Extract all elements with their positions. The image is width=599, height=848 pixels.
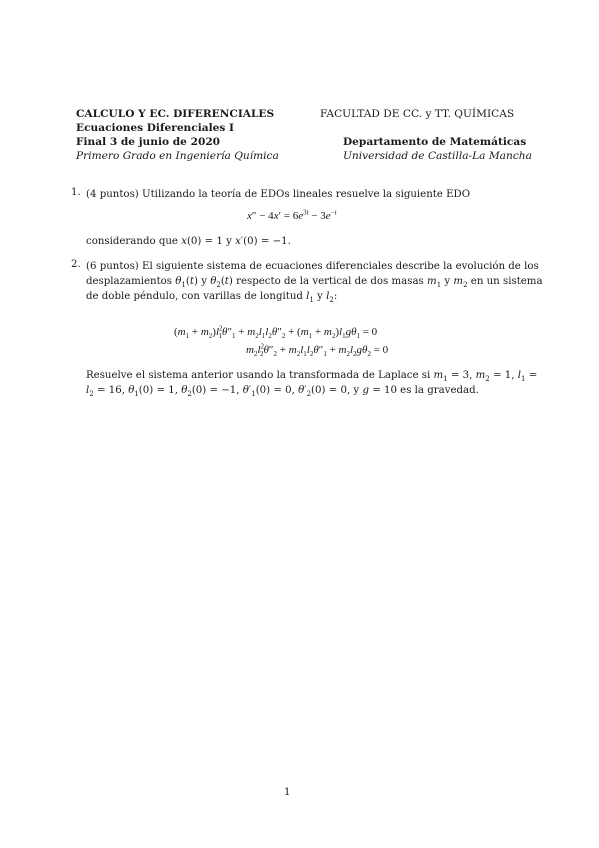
problem-1-number: 1. xyxy=(71,187,81,198)
university-name: Universidad de Castilla-La Mancha xyxy=(343,150,532,162)
statement-line: desplazamientos $\theta_1(t)$ y $\theta_2(t)$ respecto de la vertical de dos masas $m_1$ y $m_2$ en un sistema xyxy=(86,276,543,290)
problem-2-resolution xyxy=(86,368,538,399)
problem-1-condition: considerando que x(0) = 1 y x′(0) = −1. xyxy=(86,236,291,247)
faculty-name: FACULTAD DE CC. y TT. QUÍMICAS xyxy=(320,108,515,120)
exam-date: Final 3 de junio de 2020 xyxy=(76,136,221,148)
department-name: Departamento de Matemáticas xyxy=(343,136,527,148)
page-number: 1 xyxy=(284,787,291,798)
degree-name: Primero Grado en Ingeniería Química xyxy=(76,150,279,162)
resolution-line: $l_2 = 16$, $\theta_1(0) = 1$, $\theta_2(0) = -1$, $\theta'_1(0) = 0$, $\theta'_2(0) = 0$, y g = 10 es la gravedad. xyxy=(86,385,479,399)
statement-line: (6 puntos) El siguiente sistema de ecuaciones diferenciales describe la evolución de los xyxy=(86,261,539,272)
course-title: CALCULO Y EC. DIFERENCIALES xyxy=(76,108,275,120)
statement-line: de doble péndulo, con varillas de longitud $l_1$ y $l_2$: xyxy=(86,291,338,305)
problem-2-number: 2. xyxy=(71,259,81,270)
problem-2-equation-2: $m_2l^2_2\theta''_2 + m_2l_1l_2\theta''_1 + m_2l_2g\theta_2 = 0$ xyxy=(246,342,389,359)
subject-name: Ecuaciones Diferenciales I xyxy=(76,122,234,134)
problem-2-equation-1: $(m_1 + m_2)l^2_1\theta''_1 + m_2l_1l_2\theta''_2 + (m_1 + m_2)l_1g\theta_1 = 0$ xyxy=(174,324,378,341)
resolution-line: Resuelve el sistema anterior usando la transformada de Laplace si $m_1 = 3$, $m_2 = 1$, $l_1$ = xyxy=(86,370,538,384)
problem-1-equation: $x'' - 4x' = 6e^{3t} - 3e^{-t}$ xyxy=(247,208,337,222)
problem-2-statement xyxy=(86,259,543,305)
problem-1-statement: (4 puntos) Utilizando la teoría de EDOs lineales resuelve la siguiente EDO xyxy=(86,189,471,200)
